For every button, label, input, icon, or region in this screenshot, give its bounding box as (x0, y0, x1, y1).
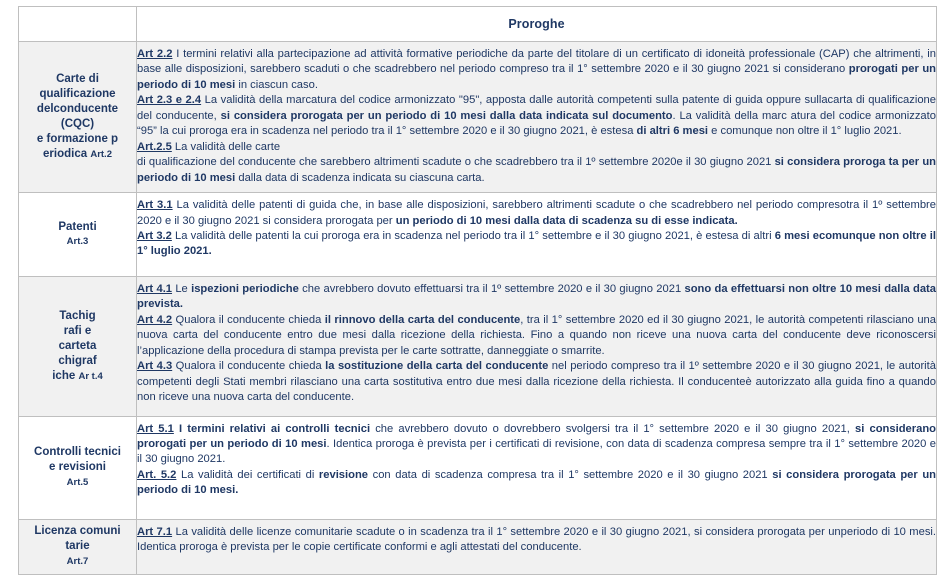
article-reference: Art 4.2 (137, 313, 173, 326)
row-label-line: Carte di (56, 73, 99, 86)
text-run: Le (172, 282, 192, 295)
text-emphasis: la sostituzione della carta del conducente (325, 360, 549, 373)
table-row (19, 193, 937, 277)
paragraph (137, 47, 936, 93)
paragraph (137, 359, 936, 405)
row-label-line: iche (52, 369, 79, 382)
text-run: Qualora il conducente chieda (172, 313, 325, 326)
table-row (19, 519, 937, 574)
text-emphasis: si considera prorogata per un periodo di 10 mesi. (137, 468, 936, 497)
text-emphasis: si considera prorogata per un periodo di 10 mesi dalla data indicata sul documento (220, 109, 673, 122)
table-row (19, 276, 937, 416)
proroghe-table (18, 6, 937, 575)
text-run: Qualora il conducente chieda (172, 360, 326, 373)
paragraph (137, 313, 936, 359)
text-emphasis: ispezioni periodiche (191, 282, 299, 295)
paragraph (137, 525, 936, 556)
row-label-line: chigraf (58, 354, 97, 367)
row-label-line: Licenza comuni (34, 525, 121, 538)
table-row (19, 416, 937, 519)
row-label-line: Patenti (58, 220, 97, 233)
paragraph (137, 229, 936, 260)
article-reference: Art.2.5 (137, 140, 172, 153)
article-reference: Art 3.2 (137, 229, 172, 242)
text-run: La validità della marcatura del codice armonizzato "95", apposta dalle autorità competenti sulla patente di guida oppure sullacarta di qualificazione del conducente, (137, 94, 936, 122)
article-reference: Art 7.1 (137, 525, 173, 538)
row-label-line: delconducente (36, 103, 119, 116)
text-run: dalla data di scadenza indicata su ciascuna carta. (235, 171, 485, 184)
article-reference: Art 5.1 (137, 422, 174, 435)
text-emphasis: si considerano prorogati per un periodo di 10 mesi (137, 422, 936, 450)
text-run: . Identica proroga è prevista per i certificati di revisione, con data di scadenza compresa sempre tra il 1° settembre 2020 e il 30 giugno 2021. (137, 437, 936, 466)
text-run: in ciascun caso. (235, 78, 318, 91)
row-label-cqc (19, 42, 137, 193)
text-run: I termini relativi alla partecipazione ad attività formative periodiche da parte del titolare di un certificato di idoneità professionale (CAP) che altrimenti, in base alle disposizioni, sarebbero scaduti o che scadrebbero nel periodo compreso tra il 1° settembre 2020 e il 30 giugno 2021 si considerano (137, 48, 936, 76)
row-label-tacho (19, 276, 137, 416)
text-emphasis: un periodo di 10 mesi dalla data di scadenza su di esse indicata. (395, 214, 738, 227)
row-label-article: Art.2 (90, 148, 112, 160)
text-run: di qualificazione del conducente che sarebbero altrimenti scadute o che scadrebbero tra il 1º settembre 2020e il 30 giugno 2021 (137, 156, 775, 169)
row-body-controlli (137, 416, 937, 519)
text-run: La validità delle patenti la cui proroga era in scadenza nel periodo tra il 1° settembre e il 30 giugno 2021, è estesa di altri (171, 229, 775, 242)
row-label-article: Ar t.4 (78, 370, 103, 382)
text-emphasis: si considera proroga ta per un periodo di 10 mesi (137, 156, 936, 184)
text-run: La validità dei certificati di (176, 468, 319, 481)
text-run: , tra il 1° settembre 2020 ed il 30 giugno 2021, le autorità competenti rilasciano una nuova carta del conducente entro due mesi dalla ricezione della richiesta. Fino a quando non riceve una nuova carta del conducente deve riconoscersi l’applicazione della procedura di stampa prevista per le carte sottratte, danneggiate o smarrite. (137, 313, 936, 357)
text-run: che avrebbero dovuto o dovrebbero svolgersi tra il 1° settembre 2020 e il 30 giugno 2021, (370, 422, 855, 435)
row-body-cqc (137, 42, 937, 193)
row-label-line: (CQC) (60, 118, 95, 131)
text-run: nel periodo compreso tra il 1º settembre 2020 e il 30 giugno 2021, le autorità competenti degli Stati membri rilasciano una carta sostitutiva entro due mesi dalla ricezione della richiesta. Il conducenteè autorizzato alla guida fino a quando non riceve una nuova carta del conducente. (137, 360, 936, 404)
header-cell-proroghe: Proroghe (137, 7, 937, 42)
text-emphasis: I termini relativi ai controlli tecnici (179, 422, 371, 435)
text-emphasis: il rinnovo della carta del conducente (324, 313, 521, 326)
paragraph (137, 422, 936, 468)
table-row (19, 42, 937, 193)
text-run: La validità delle licenze comunitarie scadute o in scadenza tra il 1° settembre 2020 e il 30 giugno 2021, si considera prorogata per unperiodo di 10 mesi. Identica proroga è prevista per le copie certificate conformi e agli attestati del conducente. (137, 525, 937, 554)
row-label-line: e formazione p (36, 132, 119, 145)
text-emphasis: prorogati per un periodo di 10 mesi (137, 63, 936, 91)
table-body (19, 7, 937, 575)
row-label-licenza (19, 519, 137, 574)
text-run: La validità delle patenti di guida che, in base alle disposizioni, sarebbero altrimenti scadute o che scadrebbero nel periodo compresotra il 1º settembre 2020 e il 30 giugno 2021 si considera prorogata per (137, 199, 936, 227)
paragraph (137, 93, 936, 139)
row-label-line: e revisioni (49, 461, 106, 474)
article-reference: Art 2.3 e 2.4 (137, 94, 202, 107)
table-header-row (19, 7, 937, 42)
article-reference: Art 3.1 (137, 199, 173, 212)
row-label-line: Tachig (59, 309, 96, 322)
text-run: che avrebbero dovuto effettuarsi tra il 1º settembre 2020 e il 30 giugno 2021 (298, 282, 685, 295)
paragraph (137, 140, 936, 155)
article-reference: Art 4.3 (137, 360, 173, 373)
row-label-line: tarie (65, 540, 90, 553)
paragraph (137, 198, 936, 229)
header-cell-blank (19, 7, 137, 42)
row-label-line: carteta (58, 339, 97, 352)
row-label-article: Art.7 (66, 556, 89, 568)
text-emphasis: 6 mesi ecomunque non oltre il 1° luglio 2021. (137, 229, 936, 258)
row-body-licenza (137, 519, 937, 574)
text-run: e comunque non oltre il 1° luglio 2021. (708, 125, 902, 138)
article-reference: Art. 5.2 (137, 468, 177, 481)
paragraph (137, 468, 936, 499)
row-label-article: Art.5 (66, 477, 89, 489)
article-reference: Art 2.2 (137, 48, 173, 60)
row-label-line: qualificazione (39, 88, 116, 101)
text-run: La validità delle carte (171, 140, 281, 153)
row-label-line: rafi e (63, 324, 92, 337)
text-emphasis: sono da effettuarsi non oltre 10 mesi dalla data prevista. (137, 282, 936, 311)
row-label-line: eriodica (43, 147, 91, 160)
paragraph (137, 155, 936, 186)
text-emphasis: revisione (318, 468, 369, 481)
row-label-controlli (19, 416, 137, 519)
row-label-line: Controlli tecnici (34, 446, 121, 459)
paragraph (137, 282, 936, 313)
article-reference: Art 4.1 (137, 282, 173, 295)
text-emphasis: di altri 6 mesi (636, 125, 709, 138)
row-body-tacho (137, 276, 937, 416)
row-label-article: Art.3 (66, 236, 89, 248)
row-label-patenti (19, 193, 137, 277)
text-run: con data di scadenza compresa tra il 1° settembre 2020 e il 30 giugno 2021 (368, 468, 773, 481)
row-body-patenti (137, 193, 937, 277)
text-run: . La validità della marc atura del codice armonizzato “95” la cui proroga era in scadenza nel periodo tra il 1° settembre 2020 e il 30 giugno 2021, è estesa (137, 109, 936, 138)
